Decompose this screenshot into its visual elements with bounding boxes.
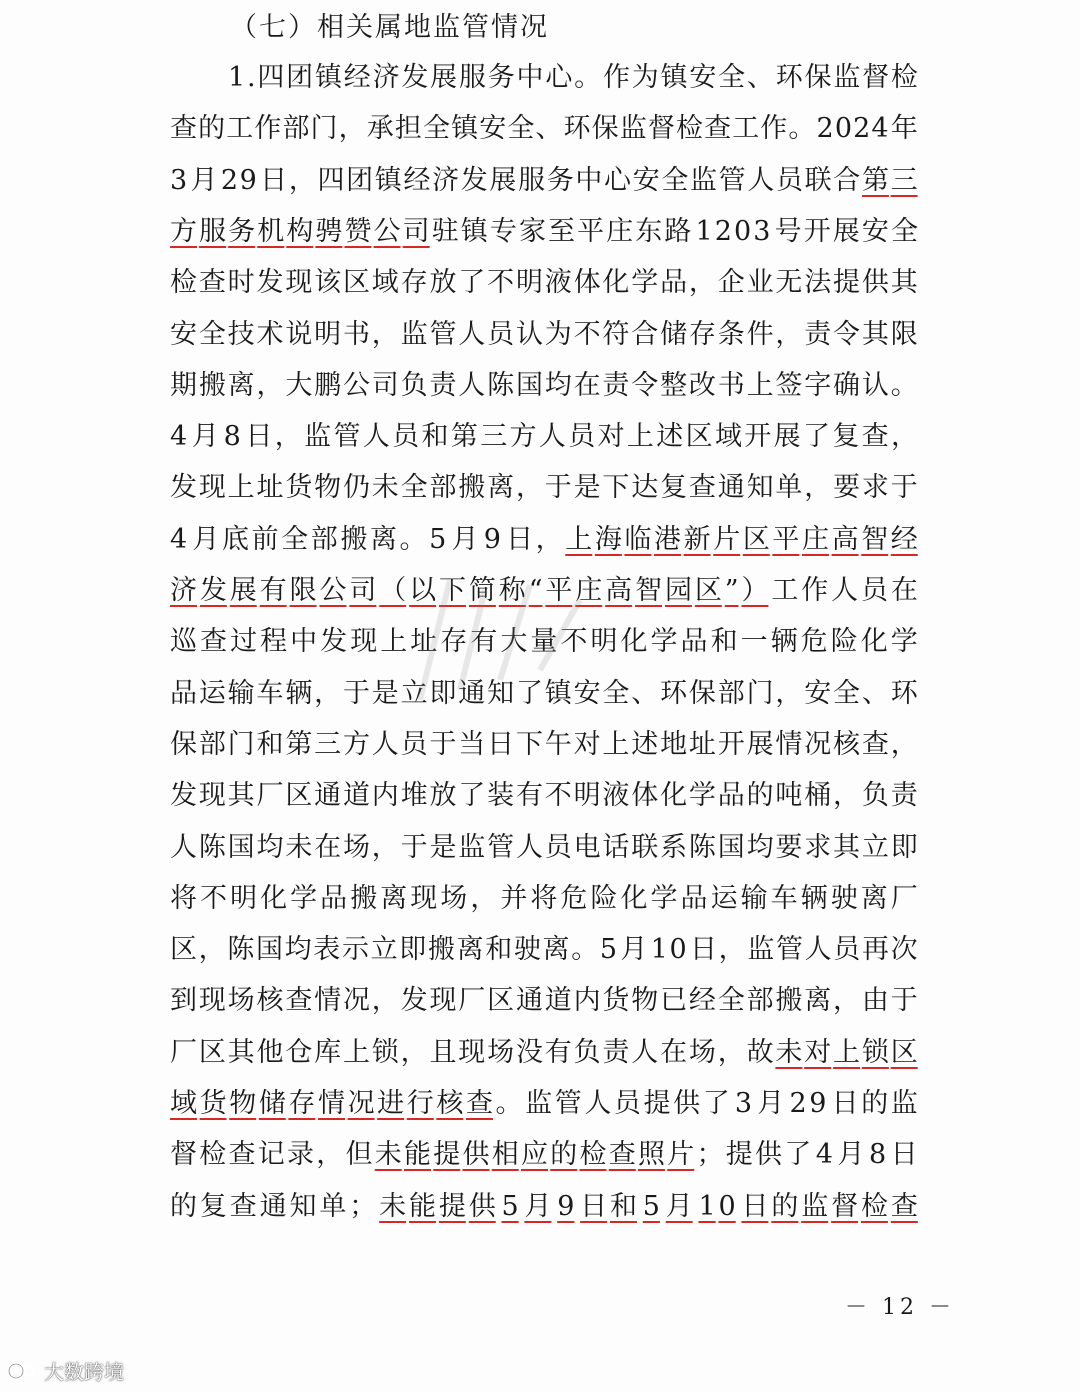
text-line <box>170 879 918 919</box>
text-line-content: 3 月 2 9 日 ， 四 团 镇 经 济 发 展 服 务 中 心 安 全 监 管 人 员 联 合 第 三 <box>170 164 918 196</box>
text-line <box>170 981 918 1021</box>
text-line-content: 安 全 技 术 说 明 书 ， 监 管 人 员 认 为 不 符 合 储 存 条 件 ， 责 令 其 限 <box>170 318 918 350</box>
text-line <box>170 468 918 508</box>
text-line-content: 查 的 工 作 部 门 ， 承 担 全 镇 安 全 、 环 保 监 督 检 查 工 作 。 2 0 2 4 年 <box>170 113 918 145</box>
text-line-content: 济 发 展 有 限 公 司 （ 以 下 简 称 “ 平 庄 高 智 园 区 ” ） 工 作 人 员 在 <box>170 575 918 606</box>
watermark-text: 大数跨境 <box>44 1360 124 1384</box>
watermark <box>8 1356 124 1385</box>
text-line-content: 发 现 上 址 货 物 仍 未 全 部 搬 离 ， 于 是 下 达 复 查 通 知 单 ， 要 求 于 <box>170 472 918 504</box>
text-line <box>170 930 918 970</box>
text-line-content: 将 不 明 化 学 品 搬 离 现 场 ， 并 将 危 险 化 学 品 运 输 车 辆 驶 离 厂 <box>170 882 918 914</box>
text-line <box>170 1187 918 1227</box>
text-line-content: 方 服 务 机 构 骋 赞 公 司 驻 镇 专 家 至 平 庄 东 路 1 2 0 3 号 开 展 安 全 <box>170 215 918 247</box>
text-line <box>170 417 918 457</box>
text-line <box>170 263 918 303</box>
text-line-content: 4 月 底 前 全 部 搬 离 。 5 月 9 日 ， 上 海 临 港 新 片 区 平 庄 高 智 经 <box>170 523 918 555</box>
text-line <box>170 725 918 765</box>
text-line-content: 1 . 四 团 镇 经 济 发 展 服 务 中 心 。 作 为 镇 安 全 、 环 保 监 督 检 <box>228 62 918 93</box>
page-number: － 12 － <box>845 1295 955 1320</box>
text-line <box>228 58 918 98</box>
text-line-content: 区 ， 陈 国 均 表 示 立 即 搬 离 和 驶 离 。 5 月 1 0 日 ， 监 管 人 员 再 次 <box>170 934 918 966</box>
text-line <box>170 1084 918 1124</box>
text-line <box>170 212 918 252</box>
watermark-logo-icon <box>8 1360 38 1382</box>
text-line <box>170 315 918 355</box>
section-heading: （七）相关属地监管情况 <box>230 12 549 43</box>
text-line-content: 人 陈 国 均 未 在 场 ， 于 是 监 管 人 员 电 话 联 系 陈 国 均 要 求 其 立 即 <box>170 831 918 863</box>
text-line-content: 品 运 输 车 辆 ， 于 是 立 即 通 知 了 镇 安 全 、 环 保 部 门 ， 安 全 、 环 <box>170 677 918 709</box>
text-line <box>170 161 918 201</box>
text-line-content: 保 部 门 和 第 三 方 人 员 于 当 日 下 午 对 上 述 地 址 开 展 情 况 核 查 ， <box>170 728 918 760</box>
text-line <box>170 109 918 149</box>
text-line <box>170 1033 918 1073</box>
text-line-content: 域 货 物 储 存 情 况 进 行 核 查 。 监 管 人 员 提 供 了 3 月 2 9 日 的 监 <box>170 1088 918 1119</box>
text-line-content: 检 查 时 发 现 该 区 域 存 放 了 不 明 液 体 化 学 品 ， 企 业 无 法 提 供 其 <box>170 267 918 299</box>
text-line-content: 厂 区 其 他 仓 库 上 锁 ， 且 现 场 没 有 负 责 人 在 场 ， 故 未 对 上 锁 区 <box>170 1036 918 1068</box>
text-line <box>170 1135 918 1175</box>
text-line-content: 期 搬 离 ， 大 鹏 公 司 负 责 人 陈 国 均 在 责 令 整 改 书 上 签 字 确 认 。 <box>170 369 918 401</box>
text-line-content: 到 现 场 核 查 情 况 ， 发 现 厂 区 通 道 内 货 物 已 经 全 部 搬 离 ， 由 于 <box>170 985 918 1017</box>
text-line <box>170 520 918 560</box>
faint-stamp-mark <box>390 560 600 710</box>
text-line <box>170 366 918 406</box>
text-line-content: 的 复 查 通 知 单 ； 未 能 提 供 5 月 9 日 和 5 月 1 0 日 的 监 督 检 查 <box>170 1190 918 1222</box>
text-line-content: 督 检 查 记 录 ， 但 未 能 提 供 相 应 的 检 查 照 片 ； 提 供 了 4 月 8 日 <box>170 1139 918 1171</box>
text-line-content: 巡 查 过 程 中 发 现 上 址 存 有 大 量 不 明 化 学 品 和 一 辆 危 险 化 学 <box>170 626 918 658</box>
text-line-content: 4 月 8 日 ， 监 管 人 员 和 第 三 方 人 员 对 上 述 区 域 开 展 了 复 查 ， <box>170 421 918 453</box>
text-line <box>170 828 918 868</box>
text-line <box>170 776 918 816</box>
text-line-content: 发 现 其 厂 区 通 道 内 堆 放 了 装 有 不 明 液 体 化 学 品 的 吨 桶 ， 负 责 <box>170 780 918 812</box>
